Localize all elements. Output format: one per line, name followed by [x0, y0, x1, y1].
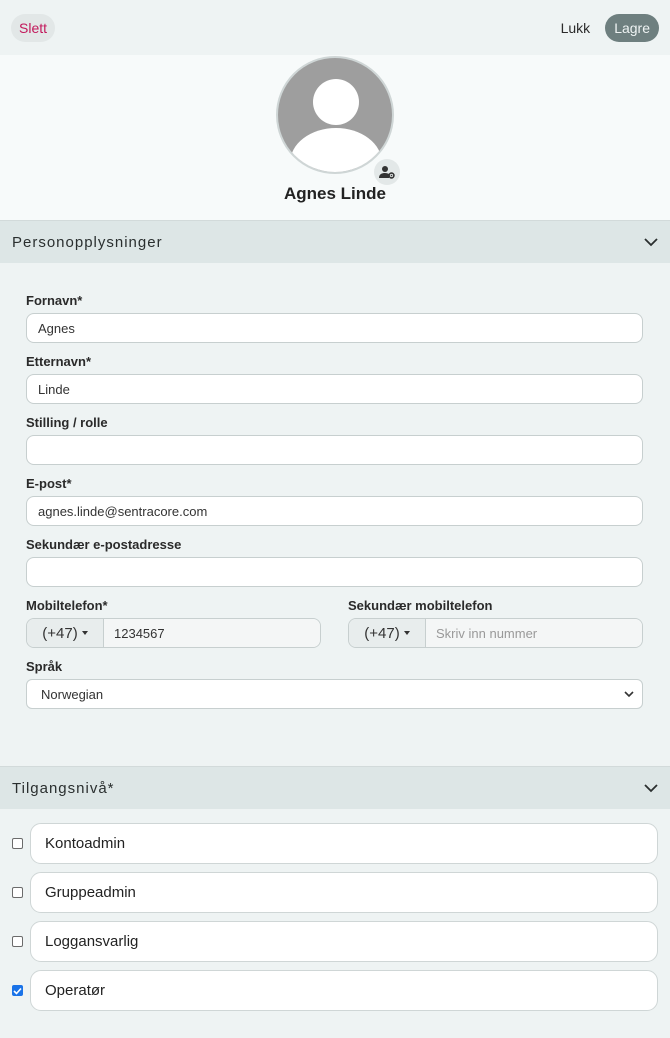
- chevron-down-icon: [624, 690, 634, 698]
- section-access-title: Tilgangsnivå*: [12, 779, 115, 797]
- chevron-down-icon[interactable]: [644, 237, 658, 247]
- profile-name: Agnes Linde: [283, 184, 386, 203]
- mobile-number-input[interactable]: 1234567: [104, 619, 320, 647]
- access-checkbox-logg[interactable]: [12, 936, 23, 947]
- language-value: Norwegian: [41, 686, 104, 702]
- first-name-label: Fornavn*: [26, 293, 83, 308]
- mobile-field: [26, 618, 321, 648]
- secondary-mobile-number-input[interactable]: Skriv inn nummer: [426, 619, 642, 647]
- access-checkbox-gruppeadmin[interactable]: [12, 887, 23, 898]
- access-list: [0, 809, 670, 1011]
- access-checkbox-kontoadmin[interactable]: [12, 838, 23, 849]
- mobile-country-code-select[interactable]: [27, 619, 104, 647]
- secondary-email-label: Sekundær e-postadresse: [26, 537, 182, 552]
- mobile-country-code: (+47): [42, 624, 78, 642]
- list-item: [12, 872, 658, 913]
- list-item: [12, 970, 658, 1011]
- section-access-header[interactable]: [0, 766, 670, 809]
- chevron-down-icon[interactable]: [644, 783, 658, 793]
- delete-button[interactable]: Slett: [11, 14, 55, 42]
- section-personal-title: Personopplysninger: [12, 233, 163, 251]
- secondary-mobile-country-code-select[interactable]: [349, 619, 426, 647]
- user-settings-icon[interactable]: [374, 159, 400, 185]
- language-label: Språk: [26, 659, 63, 674]
- role-label: Stilling / rolle: [26, 415, 108, 430]
- access-option-logg[interactable]: Loggansvarlig: [30, 921, 658, 962]
- mobile-label: Mobiltelefon*: [26, 598, 108, 613]
- toolbar-right: [561, 14, 659, 42]
- language-select[interactable]: [26, 679, 643, 709]
- profile-header: [0, 55, 670, 220]
- email-input[interactable]: agnes.linde@sentracore.com: [26, 496, 643, 526]
- personal-form: [0, 263, 670, 766]
- list-item: [12, 921, 658, 962]
- first-name-input[interactable]: Agnes: [26, 313, 643, 343]
- top-toolbar: [0, 0, 670, 55]
- role-input[interactable]: [26, 435, 643, 465]
- caret-down-icon: [82, 631, 88, 635]
- list-item: [12, 823, 658, 864]
- caret-down-icon: [404, 631, 410, 635]
- check-icon: [13, 987, 22, 995]
- save-button[interactable]: Lagre: [605, 14, 659, 42]
- last-name-label: Etternavn*: [26, 354, 92, 369]
- email-label: E-post*: [26, 476, 72, 491]
- secondary-email-input[interactable]: [26, 557, 643, 587]
- secondary-mobile-label: Sekundær mobiltelefon: [348, 598, 493, 613]
- access-option-kontoadmin[interactable]: Kontoadmin: [30, 823, 658, 864]
- last-name-input[interactable]: Linde: [26, 374, 643, 404]
- access-option-gruppeadmin[interactable]: Gruppeadmin: [30, 872, 658, 913]
- access-option-operator[interactable]: Operatør: [30, 970, 658, 1011]
- close-button[interactable]: Lukk: [560, 19, 591, 36]
- section-personal-header[interactable]: [0, 220, 670, 263]
- access-checkbox-operator[interactable]: [12, 985, 23, 996]
- secondary-mobile-field: [348, 618, 643, 648]
- avatar: [276, 56, 394, 174]
- secondary-mobile-country-code: (+47): [364, 624, 400, 642]
